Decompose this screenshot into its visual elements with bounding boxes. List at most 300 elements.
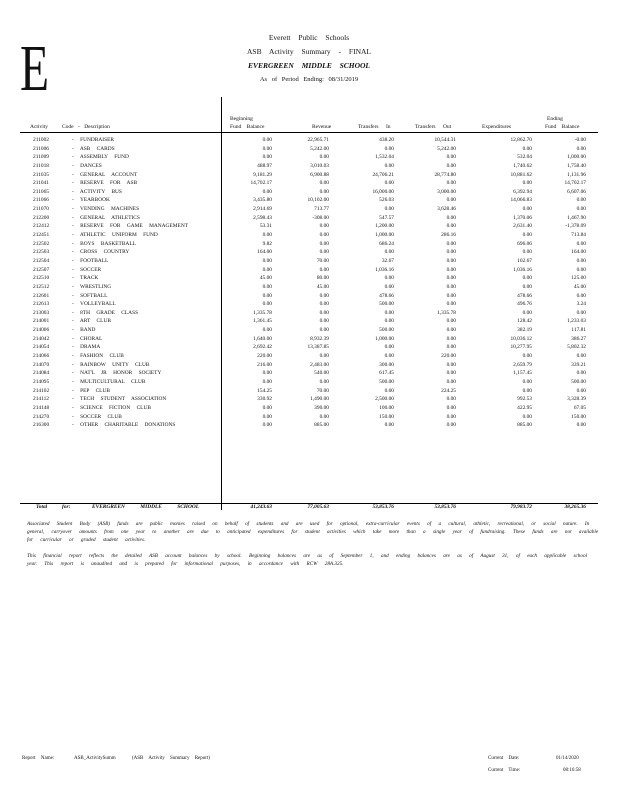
revenue: 713.77 [314,206,329,213]
transfers-out: 0.00 [446,275,456,282]
transfers-out: 0.00 [446,197,456,204]
beginning-balance: 1,640.00 [253,335,272,342]
activity-description: - BOYS BASKETBALL [72,240,136,247]
transfers-in: 478.66 [379,292,394,299]
ending-balance: -0.00 [574,137,586,143]
ending-balance: 6,607.06 [567,188,586,195]
beginning-balance: 220.00 [257,353,272,360]
activity-code: 214006 [33,327,50,334]
beginning-balance: 3,435.80 [253,197,272,204]
ending-balance: 0.00 [576,240,586,247]
expenditures: 0.00 [522,309,532,316]
activity-description: - VENDING MACHINES [72,206,140,213]
activity-code: 214270 [33,413,50,420]
transfers-out: 0.00 [446,257,456,264]
beginning-balance: 14,702.17 [250,180,272,187]
ending-balance: 1,131.96 [567,171,586,178]
activity-code: 212601 [33,292,50,299]
revenue: 0.00 [319,413,329,420]
transfers-out: 1,335.78 [437,309,456,316]
col-transfers-out: Transfers Out [415,124,452,130]
expenditures: 12,862.70 [510,137,532,143]
expenditures: 0.00 [522,353,532,360]
activity-description: - FOOTBALL [72,257,109,264]
beginning-balance: 0.00 [262,422,272,429]
footer-report-name: ASB_ActivitySumm [74,756,116,761]
transfers-in: 1,000.00 [375,335,394,342]
activity-code: 216300 [33,422,50,429]
revenue: 0.00 [319,292,329,299]
footer-date-value: 01/14/2020 [556,756,579,761]
transfers-out: 0.00 [446,378,456,385]
table-row [0,421,618,430]
transfers-out: 0.00 [446,266,456,273]
table-row [0,222,618,231]
table-row [0,352,618,361]
ending-balance: 1,758.40 [567,162,586,169]
activity-code: 214095 [33,378,50,385]
revenue: 0.00 [319,180,329,187]
ending-balance: 117.81 [571,327,586,334]
table-row [0,413,618,422]
beginning-balance: 1,361.45 [253,318,272,325]
activity-code: 214148 [33,404,50,411]
activity-code: 211009 [33,154,49,161]
transfers-out: 3,000.00 [437,188,456,195]
table-row [0,369,618,378]
col-code-desc: Code - Description [62,124,110,130]
activity-description: - BAND [72,327,96,334]
transfers-in: 0.00 [384,145,394,152]
total-ending: 38,265.36 [564,504,586,510]
activity-description: - TRACK [72,275,99,282]
revenue: 3,010.03 [310,162,329,169]
activity-code: 214066 [33,353,50,360]
revenue: 1,490.00 [310,396,329,403]
expenditures: 0.00 [522,275,532,282]
revenue: 0.00 [319,353,329,360]
expenditures: 422.95 [517,404,532,411]
transfers-out: 0.00 [446,422,456,429]
table-row [0,300,618,309]
expenditures: 10,881.62 [510,171,532,178]
transfers-out: 0.00 [446,240,456,247]
transfers-out: 0.00 [446,223,456,230]
col-activity: Activity [30,124,49,130]
ending-balance: 0.00 [576,370,586,377]
activity-code: 211066 [33,197,49,204]
col-beginning-bottom: Fund Balance [230,124,265,130]
expenditures: 0.00 [522,413,532,420]
revenue: 0.00 [319,327,329,334]
table-row [0,136,618,145]
beginning-balance: 330.92 [257,396,272,403]
transfers-in: 16,000.00 [372,188,394,195]
ending-balance: 45.00 [573,283,586,290]
activity-description: - MULTICULTURAL CLUB [72,378,146,385]
revenue: 0.00 [319,318,329,325]
header-rule [20,132,598,133]
activity-description: - ASSEMBLY FUND [72,154,129,161]
activity-code: 212504 [33,257,50,264]
transfers-in: 100.00 [379,404,394,411]
beginning-balance: 0.00 [262,404,272,411]
col-expenditures: Expenditures [482,124,512,130]
table-row [0,162,618,171]
note-asb-funds: Associated Student Body (ASB) funds are public monies raised on behalf of students and are used for optional, extra-curricular events of a cultural, athletic, recreational, or social nature. In general, carryover amounts from one year to another are due to anticipated expenditures for student activities which take more than a single year of fundraising. These funds are not available for curricular or graded student activities. [27,521,599,543]
table-row [0,395,618,404]
activity-description: - GENERAL ATHLETICS [72,214,140,221]
expenditures: 696.06 [517,240,532,247]
total-row [0,503,618,512]
ending-balance: 150.00 [571,413,586,420]
transfers-in: 1,200.00 [375,223,394,230]
activity-code: 211035 [33,171,49,178]
transfers-out: 5,242.00 [437,145,456,152]
revenue: 885.00 [314,422,329,429]
expenditures: 14,066.83 [510,197,532,204]
expenditures: 1,157.45 [513,370,532,377]
table-row [0,378,618,387]
activity-description: - DRAMA [72,344,101,351]
revenue: 10,102.00 [307,197,329,204]
revenue: 0.00 [319,232,329,239]
transfers-out: 10,544.31 [434,137,456,143]
transfers-in: 547.57 [379,214,394,221]
expenditures: 2,631.40 [513,223,532,230]
activity-description: - SOFTBALL [72,292,108,299]
activity-code: 211002 [33,137,49,143]
total-for: for: [62,504,71,510]
beginning-balance: 0.00 [262,327,272,334]
ending-balance: 67.05 [573,404,586,411]
activity-code: 214054 [33,344,50,351]
revenue: 5,242.00 [310,145,329,152]
report-title: ASB Activity Summary - FINAL [246,47,371,56]
transfers-in: 617.45 [379,370,394,377]
col-revenue: Revenue [312,124,332,130]
expenditures: 1,036.16 [513,266,532,273]
ending-balance: 3,328.39 [567,396,586,403]
transfers-in: 300.00 [379,361,394,368]
transfers-out: 0.00 [446,413,456,420]
revenue: 8,932.39 [310,335,329,342]
transfers-in: 0.00 [384,162,394,169]
expenditures: 0.00 [522,387,532,394]
expenditures: 128.42 [517,318,532,325]
transfers-out: 286.16 [441,232,456,239]
transfers-in: 438.20 [379,137,394,143]
beginning-balance: 0.00 [262,413,272,420]
beginning-balance: 154.25 [257,387,272,394]
activity-description: - NAT'L JR HONOR SOCIETY [72,370,162,377]
expenditures: 0.00 [522,378,532,385]
transfers-in: 500.00 [379,327,394,334]
table-row [0,248,618,257]
transfers-out: 0.00 [446,327,456,334]
activity-description: - WRESTLING [72,283,112,290]
beginning-balance: 0.00 [262,188,272,195]
table-row [0,309,618,318]
transfers-out: 0.00 [446,292,456,299]
activity-description: - GENERAL ACCOUNT [72,171,138,178]
activity-description: - RESERVE FOR GAME MANAGEMENT [72,223,189,230]
ending-balance: 0.00 [576,422,586,429]
transfers-in: 2,500.00 [375,396,394,403]
activity-code: 212502 [33,240,50,247]
activity-description: - ART CLUB [72,318,111,325]
beginning-balance: 2,692.42 [253,344,272,351]
revenue: 390.00 [314,404,329,411]
revenue: 0.00 [319,240,329,247]
note-financial-report: This financial report reflects the detailed ASB account balances by school. Beginning balances are as of September 1, and ending balances are as of August 31, of each applicable school year. This report is unaudited and is prepared for informational purposes, in accordance with RCW 28A.325. [27,553,588,567]
ending-balance: 0.00 [576,206,586,213]
activity-code: 211006 [33,145,49,152]
revenue: 0.00 [319,378,329,385]
beginning-balance: 1,335.78 [253,309,272,316]
total-expenditures: 79,983.72 [510,504,532,510]
activity-code: 214084 [33,370,50,377]
transfers-in: 0.00 [384,206,394,213]
revenue: 0.00 [319,301,329,308]
revenue: 0.00 [319,154,329,161]
total-transfers-out: 53,853.76 [434,504,456,510]
revenue: 70.00 [316,387,329,394]
transfers-in: 0.00 [384,353,394,360]
district-logo-letter: E [20,32,50,105]
expenditures: 0.00 [522,232,532,239]
table-row [0,283,618,292]
activity-description: - RESERVE FOR ASB [72,180,138,187]
beginning-balance: 0.00 [262,137,272,143]
transfers-in: 32.67 [381,257,394,264]
beginning-balance: 9.82 [262,240,272,247]
footer-report-name-label: Report Name: [22,756,55,761]
activity-code: 214070 [33,361,50,368]
beginning-balance: 0.00 [262,145,272,152]
beginning-balance: 0.00 [262,370,272,377]
table-row [0,266,618,275]
expenditures: 102.67 [517,257,532,264]
table-row [0,171,618,180]
beginning-balance: 53.31 [259,223,272,230]
activity-code: 212200 [33,214,50,221]
activity-description: - FUNDRAISER [72,137,114,143]
revenue: 70.00 [316,257,329,264]
school-name: EVERGREEN MIDDLE SCHOOL [247,61,371,70]
footer-time-value: 08:16:58 [563,768,581,773]
ending-balance: 1,000.00 [567,154,586,161]
total-label: Total [36,504,48,510]
transfers-in: 526.03 [379,197,394,204]
beginning-balance: 164.00 [257,249,272,256]
table-row [0,343,618,352]
activity-code: 214102 [33,387,50,394]
expenditures: 10,277.95 [510,344,532,351]
col-ending-top: Ending [547,116,563,122]
activity-description: - ACTIVITY BUS [72,188,122,195]
activity-code: 212507 [33,266,50,273]
revenue: -308.00 [312,214,329,221]
transfers-in: 686.24 [379,240,394,247]
revenue: 0.00 [319,309,329,316]
total-beginning: 41,243.63 [250,504,272,510]
expenditures: 992.53 [517,396,532,403]
table-row [0,214,618,223]
period-ending: As of Period Ending: 08/31/2019 [259,76,359,83]
ending-balance: 164.00 [571,249,586,256]
activity-description: - SOCCER CLUB [72,413,122,420]
table-row [0,387,618,396]
transfers-out: 0.00 [446,162,456,169]
table-row [0,205,618,214]
beginning-balance: 45.00 [259,275,272,282]
table-row [0,361,618,370]
footer-date-label: Current Date: [488,756,520,761]
transfers-out: 0.00 [446,370,456,377]
activity-description: - DANCES [72,162,102,169]
expenditures: 1,370.06 [513,214,532,221]
ending-balance: 3.24 [576,301,586,308]
transfers-out: 0.00 [446,214,456,221]
expenditures: 0.00 [522,283,532,290]
expenditures: 496.76 [517,301,532,308]
activity-code: 211018 [33,162,49,169]
activity-code: 211065 [33,188,49,195]
transfers-out: 0.00 [446,344,456,351]
revenue: 13,387.85 [307,344,329,351]
transfers-in: 0.00 [384,275,394,282]
expenditures: 6,392.94 [513,188,532,195]
activity-code: 212510 [33,275,50,282]
ending-balance: -1,378.09 [565,223,586,230]
beginning-balance: 2,914.69 [253,206,272,213]
transfers-in: 500.00 [379,301,394,308]
transfers-out: 0.00 [446,180,456,187]
activity-description: - TECH STUDENT ASSOCIATION [72,396,167,403]
activity-description: - ASB CARDS [72,145,115,152]
transfers-out: 0.00 [446,249,456,256]
activity-code: 212412 [33,223,50,230]
beginning-balance: 488.97 [257,162,272,169]
beginning-balance: 0.00 [262,283,272,290]
activity-table-body [0,136,618,430]
beginning-balance: 2,598.43 [253,214,272,221]
beginning-balance: 0.00 [262,232,272,239]
beginning-balance: 9,181.29 [253,171,272,178]
transfers-out: 0.00 [446,318,456,325]
expenditures: 885.00 [517,422,532,429]
activity-code: 214001 [33,318,50,325]
transfers-in: 0.00 [384,309,394,316]
expenditures: 0.00 [522,206,532,213]
district-name: Everett Public Schools [268,33,350,42]
table-row [0,326,618,335]
activity-code: 211041 [33,180,49,187]
transfers-out: 28,774.80 [434,171,456,178]
activity-description: - PEP CLUB [72,387,110,394]
ending-balance: 0.00 [576,266,586,273]
activity-description: - OTHER CHARITABLE DONATIONS [72,422,176,429]
transfers-in: 1,036.16 [375,266,394,273]
ending-balance: 386.27 [571,335,586,342]
expenditures: 10,036.12 [510,335,532,342]
ending-balance: 14,702.17 [564,180,586,187]
transfers-out: 224.25 [441,387,456,394]
expenditures: 532.04 [517,154,532,161]
revenue: 0.00 [319,223,329,230]
beginning-balance: 216.00 [257,361,272,368]
ending-balance: 0.00 [576,387,586,394]
transfers-out: 0.00 [446,361,456,368]
revenue: 6,900.88 [310,171,329,178]
ending-balance: 0.00 [576,145,586,152]
table-row [0,292,618,301]
transfers-in: 1,532.04 [375,154,394,161]
transfers-in: 500.00 [379,378,394,385]
revenue: 2,483.00 [310,361,329,368]
ending-balance: 1,233.03 [567,318,586,325]
activity-code: 214112 [33,396,49,403]
transfers-out: 3,628.46 [437,206,456,213]
ending-balance: 0.00 [576,197,586,204]
ending-balance: 0.00 [576,292,586,299]
table-row [0,274,618,283]
ending-balance: 500.00 [571,378,586,385]
transfers-in: 24,706.21 [372,171,394,178]
activity-description: - CHORAL [72,335,103,342]
transfers-in: 0.00 [384,387,394,394]
ending-balance: 0.00 [576,353,586,360]
transfers-in: 0.00 [384,180,394,187]
activity-code: 212451 [33,232,50,239]
ending-balance: 339.21 [571,361,586,368]
activity-description: - FASHION CLUB [72,353,124,360]
expenditures: 1,740.62 [513,162,532,169]
expenditures: 0.00 [522,145,532,152]
total-transfers-in: 53,853.76 [372,504,394,510]
beginning-balance: 0.00 [262,154,272,161]
activity-description: - CROSS COUNTRY [72,249,130,256]
transfers-in: 0.00 [384,422,394,429]
activity-code: 212613 [33,301,50,308]
col-beginning-top: Beginning [230,116,253,122]
revenue: 0.00 [319,266,329,273]
revenue: 0.00 [319,188,329,195]
table-row [0,404,618,413]
activity-description: - SCIENCE FICTION CLUB [72,404,151,411]
activity-description: - YEARBOOK [72,197,110,204]
beginning-balance: 0.00 [262,292,272,299]
activity-description: - SOCCER [72,266,102,273]
table-row [0,188,618,197]
beginning-balance: 0.00 [262,257,272,264]
activity-description: - VOLLEYBALL [72,301,116,308]
activity-code: 211070 [33,206,49,213]
activity-code: 214042 [33,335,50,342]
activity-description: - 8TH GRADE CLASS [72,309,139,316]
revenue: 22,965.71 [307,137,329,143]
table-row [0,196,618,205]
revenue: 0.00 [319,249,329,256]
revenue: 540.00 [314,370,329,377]
transfers-in: 0.00 [384,318,394,325]
transfers-out: 0.00 [446,301,456,308]
table-row [0,335,618,344]
activity-code: 213003 [33,309,50,316]
ending-balance: 713.84 [571,232,586,239]
ending-balance: 0.00 [576,257,586,264]
